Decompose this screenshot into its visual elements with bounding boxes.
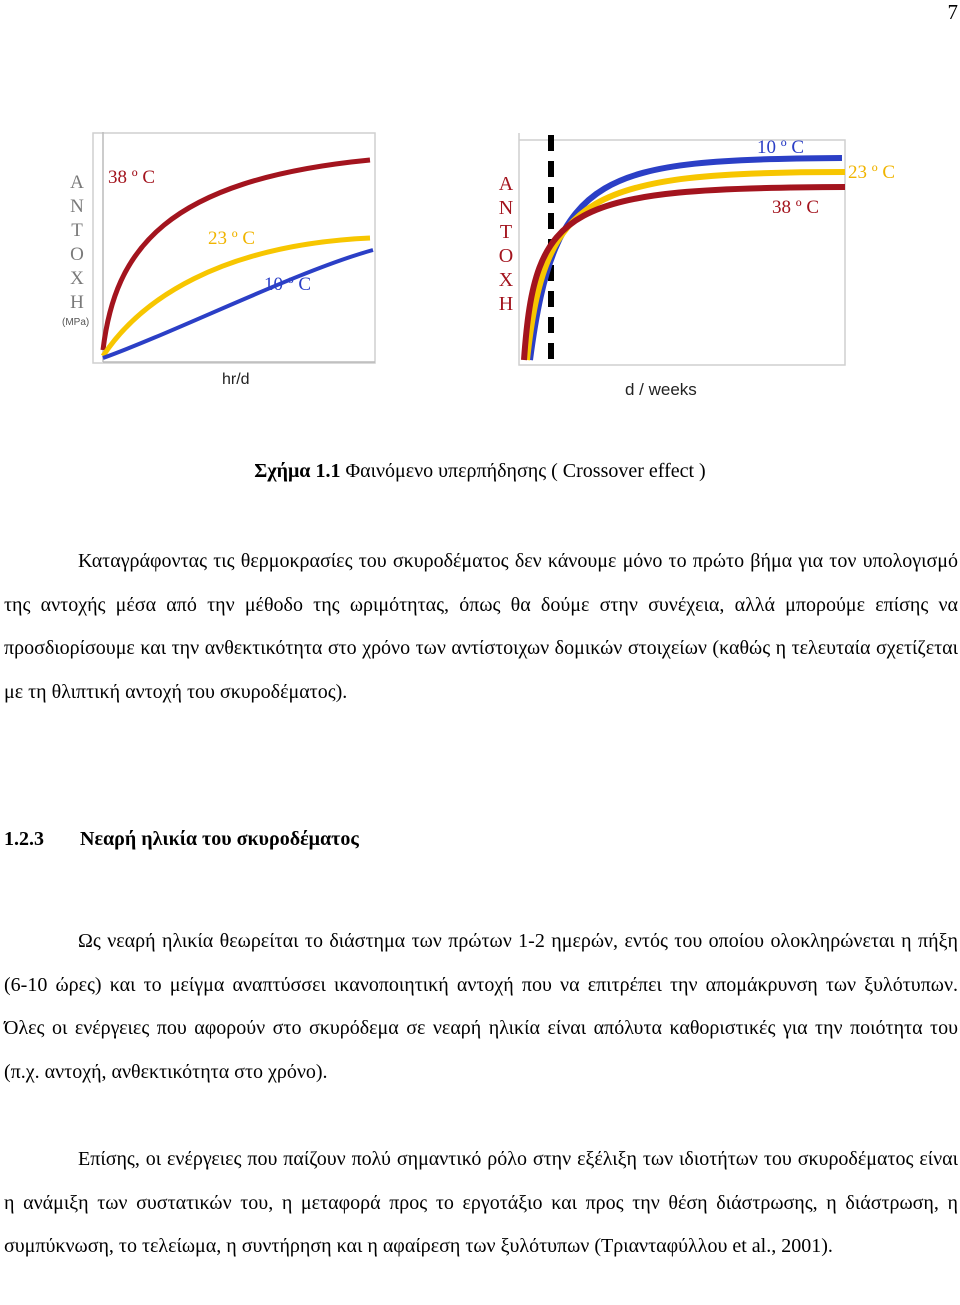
paragraph-2-text: Ως νεαρή ηλικία θεωρείται το διάστημα των πρώτων 1-2 ημερών, εντός του οποίου ολοκληρώνεται η πήξη (6-10 ώρες) και το μείγμα αναπτύσσει ικανοποιητική αντοχή που να επιτρέπει την απομάκρυνση των ξυλότυπων. Όλες οι ενέργειες που αφορούν στο σκυρόδεμα σε νεαρή ηλικία είναι απόλυτα καθοριστικές για την ποιότητα του (π.χ. αντοχή, ανθεκτικότητα στο χρόνο). bbox=[4, 930, 958, 1083]
paragraph-1-text: Καταγράφοντας τις θερμοκρασίες του σκυροδέματος δεν κάνουμε μόνο το πρώτο βήμα για τον υπολογισμό της αντοχής μέσα από την μέθοδο της ωριμότητας, όπως θα δούμε στην συνέχεια, αλλά μπορούμε επίσης να προσδιορίσουμε και την ανθεκτικότητα στο χρόνο των αντίστοιχων δομικών στοιχείων (καθώς η τελευταία σχετίζεται με τη θλιπτική αντοχή του σκυροδέματος). bbox=[4, 550, 958, 703]
left-y-letter-6: Η bbox=[70, 292, 84, 313]
left-y-letter-4: Ο bbox=[70, 244, 84, 265]
figure-caption-label: Σχήμα 1.1 bbox=[254, 460, 341, 482]
right-label-10c: 10 º C bbox=[757, 137, 805, 158]
right-y-letter-1: Α bbox=[498, 173, 514, 195]
paragraph-1 bbox=[4, 540, 958, 714]
section-number: 1.2.3 bbox=[4, 828, 44, 850]
left-curve-38c bbox=[103, 160, 370, 350]
left-chart bbox=[62, 132, 375, 388]
left-curve-23c bbox=[103, 238, 370, 356]
paragraph-3 bbox=[4, 1138, 958, 1269]
section-title: Νεαρή ηλικία του σκυροδέματος bbox=[80, 828, 359, 850]
left-x-label: hr/d bbox=[222, 371, 250, 388]
left-y-letter-3: Τ bbox=[71, 220, 83, 241]
right-y-letter-2: Ν bbox=[498, 197, 514, 219]
left-label-38c: 38 º C bbox=[108, 167, 156, 188]
right-y-letter-5: Χ bbox=[498, 269, 514, 291]
right-x-label: d / weeks bbox=[625, 380, 697, 399]
right-y-letter-6: Η bbox=[498, 293, 514, 315]
left-curve-10c bbox=[103, 250, 373, 358]
right-y-letter-3: Τ bbox=[499, 221, 513, 243]
right-chart bbox=[499, 133, 895, 399]
figure-caption bbox=[0, 460, 960, 483]
section-heading bbox=[4, 828, 359, 851]
right-label-23c: 23 º C bbox=[848, 162, 896, 183]
right-y-letter-4: Ο bbox=[498, 245, 514, 267]
paragraph-3-text: Επίσης, οι ενέργειες που παίζουν πολύ σημαντικό ρόλο στην εξέλιξη των ιδιοτήτων του σκυροδέματος είναι η ανάμιξη των συστατικών του, η μεταφορά προς το εργοτάξιο και προς την θέση διάστρωσης, η διάστρωση, η συμπύκνωση, το τελείωμα, η συντήρηση και η αφαίρεση των ξυλότυπων (Τριανταφύλλου et al., 2001). bbox=[4, 1148, 958, 1257]
page-number: 7 bbox=[947, 0, 958, 24]
left-y-letter-2: Ν bbox=[70, 196, 84, 217]
figure-caption-text: Φαινόμενο υπερπήδησης ( Crossover effect ) bbox=[340, 460, 706, 482]
paragraph-2 bbox=[4, 920, 958, 1094]
crossover-figure bbox=[0, 0, 960, 420]
left-y-letter-1: Α bbox=[70, 172, 84, 193]
left-y-unit: (MPa) bbox=[62, 317, 90, 328]
left-y-letter-5: Χ bbox=[70, 268, 84, 289]
right-label-38c: 38 º C bbox=[772, 197, 820, 218]
left-label-23c: 23 º C bbox=[208, 228, 256, 249]
left-label-10c: 10 º C bbox=[264, 274, 312, 295]
